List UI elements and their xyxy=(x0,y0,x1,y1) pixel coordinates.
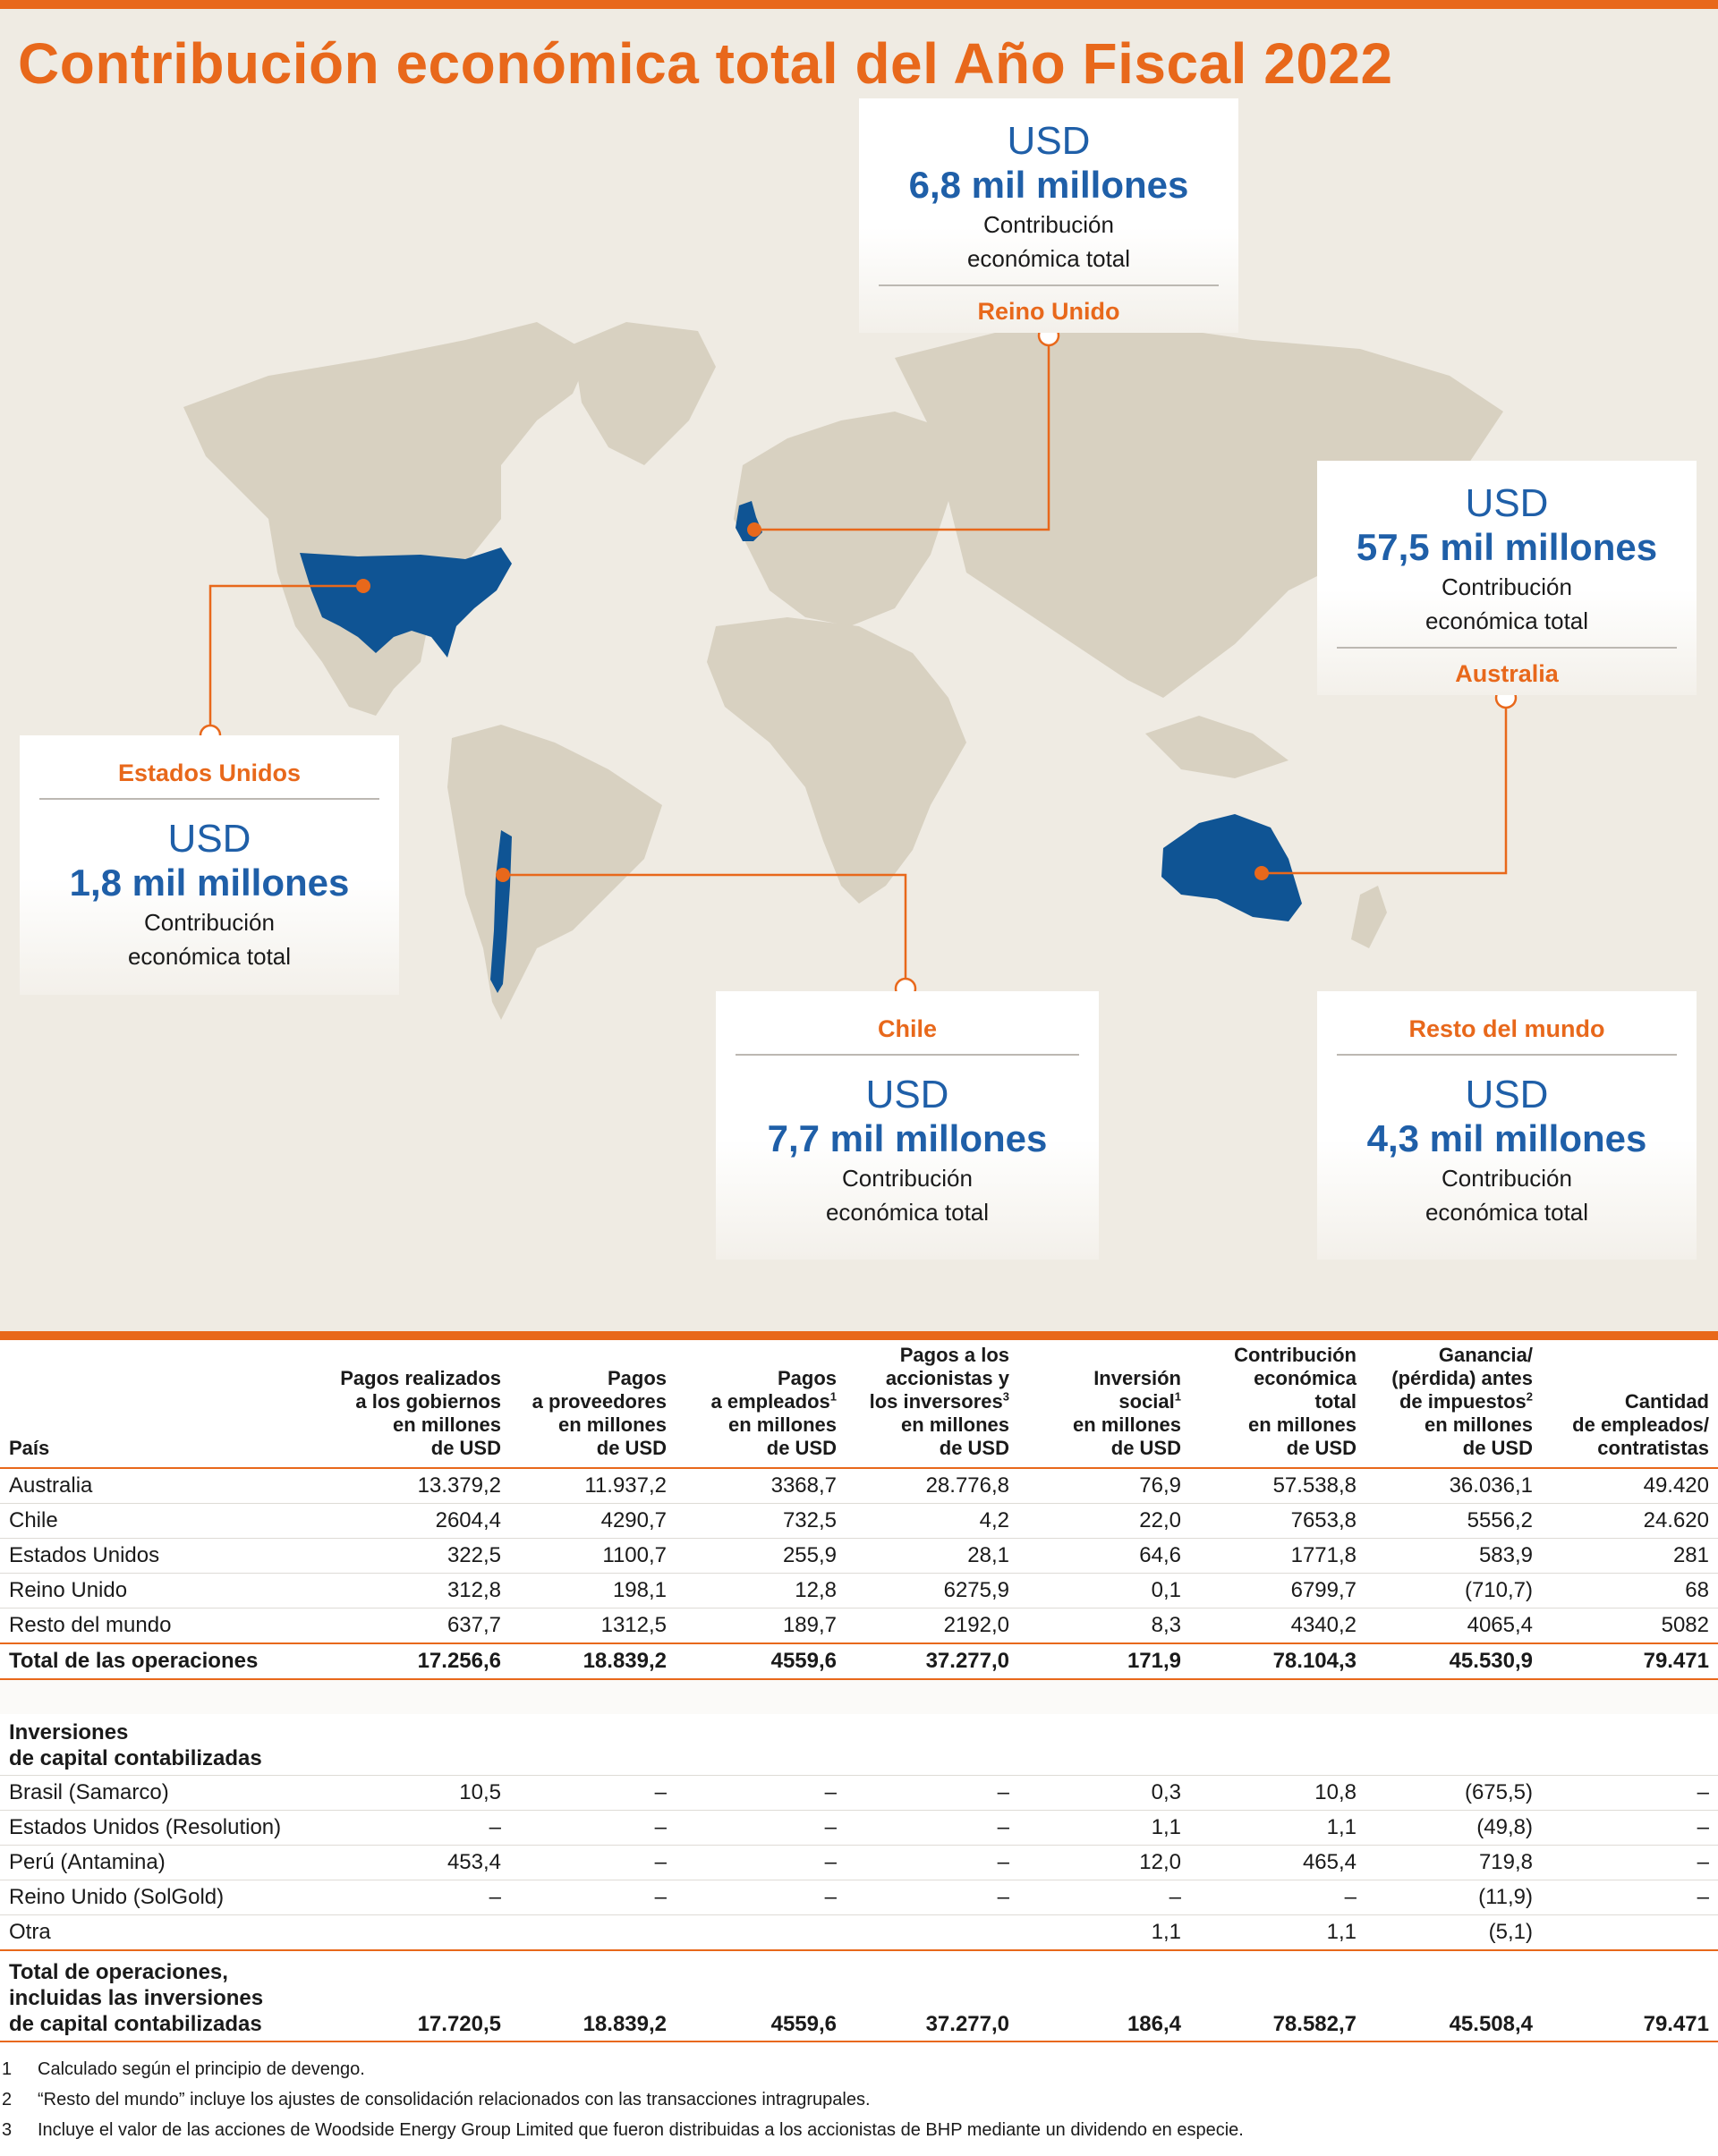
operations-total-row xyxy=(0,1643,1718,1679)
cell-country: Perú (Antamina) xyxy=(0,1846,318,1880)
table-row xyxy=(0,1915,1718,1951)
cell-country: Reino Unido (SolGold) xyxy=(0,1880,318,1915)
header-pagos-gobiernos: Pagos realizados a los gobiernos en millones de USD xyxy=(318,1340,510,1468)
header-pagos-empleados: Pagos a empleados$^1$ en millones de USD xyxy=(676,1340,846,1468)
australia-dot xyxy=(1254,866,1269,880)
cell-grand-total-label: Total de operaciones, incluidas las inversiones de capital contabilizadas xyxy=(0,1950,318,2041)
footnote-text: Incluye el valor de las acciones de Woodside Energy Group Limited que fueron distribuidas a los accionistas de BHP mediante un dividendo en especie. xyxy=(38,2119,1244,2140)
cell: – xyxy=(1018,1880,1190,1915)
cell: – xyxy=(846,1776,1018,1811)
cell: – xyxy=(1190,1880,1365,1915)
cell: 4065,4 xyxy=(1365,1609,1542,1644)
cell: 7653,8 xyxy=(1190,1504,1365,1539)
cell: – xyxy=(510,1776,676,1811)
top-accent-bar xyxy=(0,0,1718,9)
cell: – xyxy=(676,1880,846,1915)
cell: 6799,7 xyxy=(1190,1574,1365,1609)
cell: – xyxy=(846,1880,1018,1915)
header-cantidad-empleados: Cantidad de empleados/ contratistas xyxy=(1542,1340,1718,1468)
chile-dot xyxy=(496,868,510,882)
world-map-panel xyxy=(0,9,1718,1333)
uk-amount: 6,8 mil millones xyxy=(908,164,1189,206)
cell: 186,4 xyxy=(1018,1950,1190,2041)
cell: 5556,2 xyxy=(1365,1504,1542,1539)
us-dot xyxy=(356,579,370,593)
cell-country: Estados Unidos (Resolution) xyxy=(0,1811,318,1846)
table-row xyxy=(0,1574,1718,1609)
cell-country: Chile xyxy=(0,1504,318,1539)
australia-desc-line1: Contribución xyxy=(1442,573,1572,600)
cell: 37.277,0 xyxy=(846,1643,1018,1679)
cell: 10,8 xyxy=(1190,1776,1365,1811)
cell: 1,1 xyxy=(1018,1915,1190,1951)
uk-callout xyxy=(859,98,1238,333)
cell: – xyxy=(510,1880,676,1915)
cell: 57.538,8 xyxy=(1190,1468,1365,1504)
footnote-number: 1 xyxy=(2,2058,13,2079)
rest-region: Resto del mundo xyxy=(1408,1015,1605,1042)
cell: 637,7 xyxy=(318,1609,510,1644)
footnote xyxy=(0,2084,1718,2115)
table-header-row xyxy=(0,1340,1718,1468)
rest-desc-line2: económica total xyxy=(1425,1199,1589,1226)
rest-amount: 4,3 mil millones xyxy=(1366,1117,1647,1159)
cell-country: Resto del mundo xyxy=(0,1609,318,1644)
cell: 312,8 xyxy=(318,1574,510,1609)
cell xyxy=(1542,1915,1718,1951)
cell: – xyxy=(1542,1846,1718,1880)
cell: 453,4 xyxy=(318,1846,510,1880)
uk-usd: USD xyxy=(1007,119,1091,163)
footnotes xyxy=(0,2054,1718,2145)
north-america-land xyxy=(183,322,591,716)
cell: – xyxy=(846,1846,1018,1880)
cell: 2604,4 xyxy=(318,1504,510,1539)
table-row xyxy=(0,1539,1718,1574)
footnote-number: 2 xyxy=(2,2089,13,2109)
cell: – xyxy=(510,1811,676,1846)
cell: 5082 xyxy=(1542,1609,1718,1644)
grand-total-row xyxy=(0,1950,1718,2041)
cell-country: Otra xyxy=(0,1915,318,1951)
cell: – xyxy=(318,1811,510,1846)
uk-desc-line2: económica total xyxy=(966,245,1131,272)
cell: 64,6 xyxy=(1018,1539,1190,1574)
cell xyxy=(676,1915,846,1951)
europe-land xyxy=(734,412,966,626)
cell: 11.937,2 xyxy=(510,1468,676,1504)
table-row xyxy=(0,1776,1718,1811)
cell: 322,5 xyxy=(318,1539,510,1574)
australia-callout xyxy=(1317,461,1697,695)
cell: 198,1 xyxy=(510,1574,676,1609)
table-row xyxy=(0,1468,1718,1504)
footnote-text: Calculado según el principio de devengo. xyxy=(38,2058,365,2079)
table-accent-bar xyxy=(0,1331,1718,1340)
cell: 4559,6 xyxy=(676,1643,846,1679)
equity-section-heading xyxy=(0,1714,1718,1776)
chile-desc-line2: económica total xyxy=(825,1199,990,1226)
us-desc-line1: Contribución xyxy=(144,909,275,936)
table-body xyxy=(0,1468,1718,2041)
cell: (675,5) xyxy=(1365,1776,1542,1811)
uk-rule xyxy=(879,284,1219,286)
cell: – xyxy=(676,1846,846,1880)
cell: – xyxy=(1542,1776,1718,1811)
chile-region: Chile xyxy=(877,1015,937,1042)
cell: 719,8 xyxy=(1365,1846,1542,1880)
cell: (49,8) xyxy=(1365,1811,1542,1846)
cell: 1,1 xyxy=(1018,1811,1190,1846)
cell-country: Reino Unido xyxy=(0,1574,318,1609)
table-row xyxy=(0,1504,1718,1539)
australia-amount: 57,5 mil millones xyxy=(1356,526,1658,568)
rest-rule xyxy=(1337,1054,1677,1056)
section-heading-text: Inversiones de capital contabilizadas xyxy=(0,1714,1718,1776)
chile-usd: USD xyxy=(865,1073,949,1116)
greenland-land xyxy=(573,322,716,465)
rest-usd: USD xyxy=(1465,1073,1549,1116)
rest-of-world-callout xyxy=(1317,991,1697,1260)
south-america-land xyxy=(447,725,662,1020)
cell: 18.839,2 xyxy=(510,1950,676,2041)
cell xyxy=(318,1915,510,1951)
us-usd: USD xyxy=(167,817,251,861)
rest-desc-line1: Contribución xyxy=(1442,1165,1572,1192)
australia-desc-line2: económica total xyxy=(1425,607,1589,634)
cell: 255,9 xyxy=(676,1539,846,1574)
cell: 583,9 xyxy=(1365,1539,1542,1574)
header-pagos-proveedores: Pagos a proveedores en millones de USD xyxy=(510,1340,676,1468)
cell: 2192,0 xyxy=(846,1609,1018,1644)
cell: 49.420 xyxy=(1542,1468,1718,1504)
cell: 4340,2 xyxy=(1190,1609,1365,1644)
cell: 28.776,8 xyxy=(846,1468,1018,1504)
cell: 17.720,5 xyxy=(318,1950,510,2041)
chile-rule xyxy=(736,1054,1079,1056)
cell: 13.379,2 xyxy=(318,1468,510,1504)
cell: 36.036,1 xyxy=(1365,1468,1542,1504)
chile-callout xyxy=(716,991,1099,1260)
header-contribucion-total: Contribución económica total en millones de USD xyxy=(1190,1340,1365,1468)
cell: 0,1 xyxy=(1018,1574,1190,1609)
header-pagos-accionistas: Pagos a los accionistas y los inversores$^3$ en millones de USD xyxy=(846,1340,1018,1468)
cell: 68 xyxy=(1542,1574,1718,1609)
cell: 281 xyxy=(1542,1539,1718,1574)
table-row xyxy=(0,1880,1718,1915)
cell: 76,9 xyxy=(1018,1468,1190,1504)
us-desc-line2: económica total xyxy=(127,943,292,970)
us-region: Estados Unidos xyxy=(117,760,302,786)
cell: – xyxy=(510,1846,676,1880)
cell: 45.530,9 xyxy=(1365,1643,1542,1679)
australia-leader xyxy=(1262,698,1506,873)
table-spacer xyxy=(0,1679,1718,1714)
cell xyxy=(510,1915,676,1951)
footnote xyxy=(0,2115,1718,2145)
cell: 8,3 xyxy=(1018,1609,1190,1644)
cell-total-label: Total de las operaciones xyxy=(0,1643,318,1679)
cell: 17.256,6 xyxy=(318,1643,510,1679)
cell: 3368,7 xyxy=(676,1468,846,1504)
cell: 28,1 xyxy=(846,1539,1018,1574)
cell-country: Brasil (Samarco) xyxy=(0,1776,318,1811)
cell: 10,5 xyxy=(318,1776,510,1811)
cell: 18.839,2 xyxy=(510,1643,676,1679)
header-ganancia: Ganancia/ (pérdida) antes de impuestos$^2$ en millones de USD xyxy=(1365,1340,1542,1468)
cell: – xyxy=(676,1811,846,1846)
cell-country: Australia xyxy=(0,1468,318,1504)
cell: 732,5 xyxy=(676,1504,846,1539)
new-zealand-land xyxy=(1351,886,1387,948)
australia-rule xyxy=(1337,647,1677,649)
cell: 1312,5 xyxy=(510,1609,676,1644)
page-title: Contribución económica total del Año Fiscal 2022 xyxy=(18,31,1393,96)
australia-region: Australia xyxy=(1455,660,1559,687)
cell: 79.471 xyxy=(1542,1643,1718,1679)
cell: 4559,6 xyxy=(676,1950,846,2041)
footnote xyxy=(0,2054,1718,2084)
cell xyxy=(846,1915,1018,1951)
us-amount: 1,8 mil millones xyxy=(69,862,350,904)
cell: 37.277,0 xyxy=(846,1950,1018,2041)
cell: 171,9 xyxy=(1018,1643,1190,1679)
header-pais: País xyxy=(0,1340,318,1468)
cell: – xyxy=(676,1776,846,1811)
chile-desc-line1: Contribución xyxy=(842,1165,973,1192)
australia-usd: USD xyxy=(1465,481,1549,525)
africa-land xyxy=(707,617,966,904)
cell: 1100,7 xyxy=(510,1539,676,1574)
cell: – xyxy=(846,1811,1018,1846)
uk-desc-line1: Contribución xyxy=(983,211,1114,238)
table-row xyxy=(0,1846,1718,1880)
se-asia-land xyxy=(1145,716,1288,778)
cell: 22,0 xyxy=(1018,1504,1190,1539)
cell: (11,9) xyxy=(1365,1880,1542,1915)
cell: 465,4 xyxy=(1190,1846,1365,1880)
cell: 12,8 xyxy=(676,1574,846,1609)
cell: 79.471 xyxy=(1542,1950,1718,2041)
cell: 78.582,7 xyxy=(1190,1950,1365,2041)
footnote-text: “Resto del mundo” incluye los ajustes de consolidación relacionados con las transacciones intragrupales. xyxy=(38,2089,871,2109)
uk-region: Reino Unido xyxy=(977,298,1120,325)
cell: (710,7) xyxy=(1365,1574,1542,1609)
cell: 1,1 xyxy=(1190,1811,1365,1846)
cell: 1,1 xyxy=(1190,1915,1365,1951)
footnote-number: 3 xyxy=(2,2119,13,2140)
cell: 12,0 xyxy=(1018,1846,1190,1880)
us-callout xyxy=(20,735,399,995)
cell: 189,7 xyxy=(676,1609,846,1644)
header-inversion-social: Inversión social$^1$ en millones de USD xyxy=(1018,1340,1190,1468)
chile-amount: 7,7 mil millones xyxy=(767,1117,1048,1159)
cell: – xyxy=(1542,1880,1718,1915)
cell: 1771,8 xyxy=(1190,1539,1365,1574)
cell-country: Estados Unidos xyxy=(0,1539,318,1574)
cell: 6275,9 xyxy=(846,1574,1018,1609)
cell: 4,2 xyxy=(846,1504,1018,1539)
cell: (5,1) xyxy=(1365,1915,1542,1951)
contribution-table-section xyxy=(0,1331,1718,2042)
cell: 78.104,3 xyxy=(1190,1643,1365,1679)
table-row xyxy=(0,1811,1718,1846)
uk-dot xyxy=(747,522,761,537)
cell: 24.620 xyxy=(1542,1504,1718,1539)
cell: – xyxy=(318,1880,510,1915)
us-rule xyxy=(39,798,379,800)
australia-shape xyxy=(1161,814,1302,921)
table-row xyxy=(0,1609,1718,1644)
cell: – xyxy=(1542,1811,1718,1846)
contribution-table xyxy=(0,1340,1718,2042)
cell: 4290,7 xyxy=(510,1504,676,1539)
cell: 45.508,4 xyxy=(1365,1950,1542,2041)
cell: 0,3 xyxy=(1018,1776,1190,1811)
